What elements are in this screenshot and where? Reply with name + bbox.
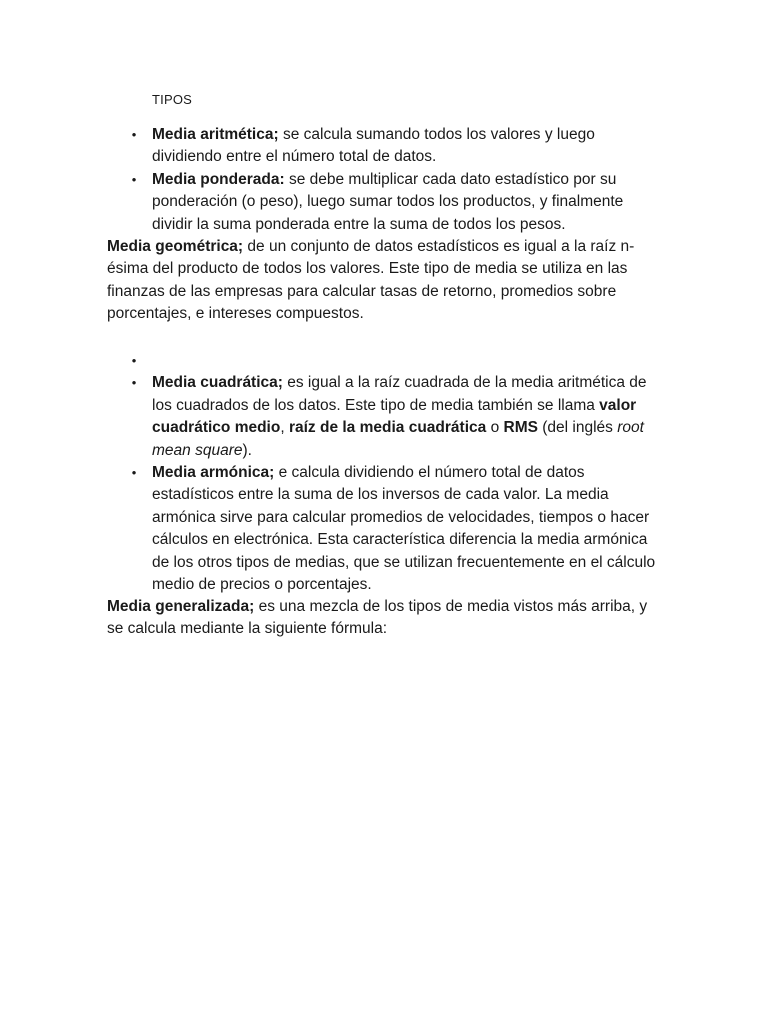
list-item-empty [0,350,768,372]
bullet-icon: • [131,127,137,142]
definition-media-cuadratica: es igual a la raíz cuadrada de la media aritmética de los cuadrados de los datos. Este tipo de media también se llama [152,374,647,414]
list-item-media-ponderada [0,169,768,236]
bullet-icon: • [131,465,137,481]
paragraph-media-geometrica [107,236,667,326]
section-heading: TIPOS [152,92,193,107]
definition-media-armonica: e calcula dividiendo el número total de datos estadísticos entre la suma de los inversos de cada valor. La media armónica sirve para calcular promedios de velocidades, tiempos o hacer cálculos en electrónica. Esta característica diferencia la media armónica de los otros tipos de medias, que se utilizan frecuentemente en el cálculo medio de precios o porcentajes. [152,464,656,594]
text-close-paren: ). [242,441,252,459]
means-list-b [0,350,768,596]
list-item-media-aritmetica [0,124,768,169]
paragraph-media-generalizada [107,596,667,641]
bullet-icon: • [131,171,137,187]
text-del-ingles: (del inglés [537,419,618,437]
term-media-cuadratica: Media cuadrática; [152,374,283,392]
term-media-aritmetica: Media aritmética; [152,126,279,143]
term-rms: RMS [503,419,538,437]
definition-media-aritmetica: se calcula sumando todos los valores y luego dividiendo entre el número total de datos. [152,126,595,166]
bullet-icon: • [131,353,137,368]
definition-media-generalizada: es una mezcla de los tipos de media vistos más arriba, y se calcula mediante la siguiente fórmula: [107,598,648,638]
separator-comma: , [280,419,289,437]
term-media-geometrica: Media geométrica; [107,238,244,255]
bullet-icon: • [131,375,137,391]
list-item-media-cuadratica [0,372,768,462]
definition-media-ponderada: se debe multiplicar cada dato estadístico por su ponderación (o peso), luego sumar todos los productos, y finalmente dividir la suma ponderada entre la suma de todos los pesos. [152,170,624,233]
term-media-ponderada: Media ponderada: [152,170,285,188]
means-list-a [0,124,768,236]
term-media-armonica: Media armónica; [152,464,275,482]
term-media-generalizada: Media generalizada; [107,598,255,615]
definition-media-geometrica: de un conjunto de datos estadísticos es igual a la raíz n-ésima del producto de todos los valores. Este tipo de media se utiliza en las finanzas de las empresas para calcular tasas de retorno, promedios sobre porcentajes, e intereses compuestos. [107,238,635,323]
separator-o: o [486,419,504,437]
term-valor-cuadratico-medio: valor cuadrático medio [152,396,637,437]
term-root-mean-square: root mean square [152,419,644,459]
list-item-media-armonica [0,462,768,596]
term-raiz-media-cuadratica: raíz de la media cuadrática [288,419,487,437]
